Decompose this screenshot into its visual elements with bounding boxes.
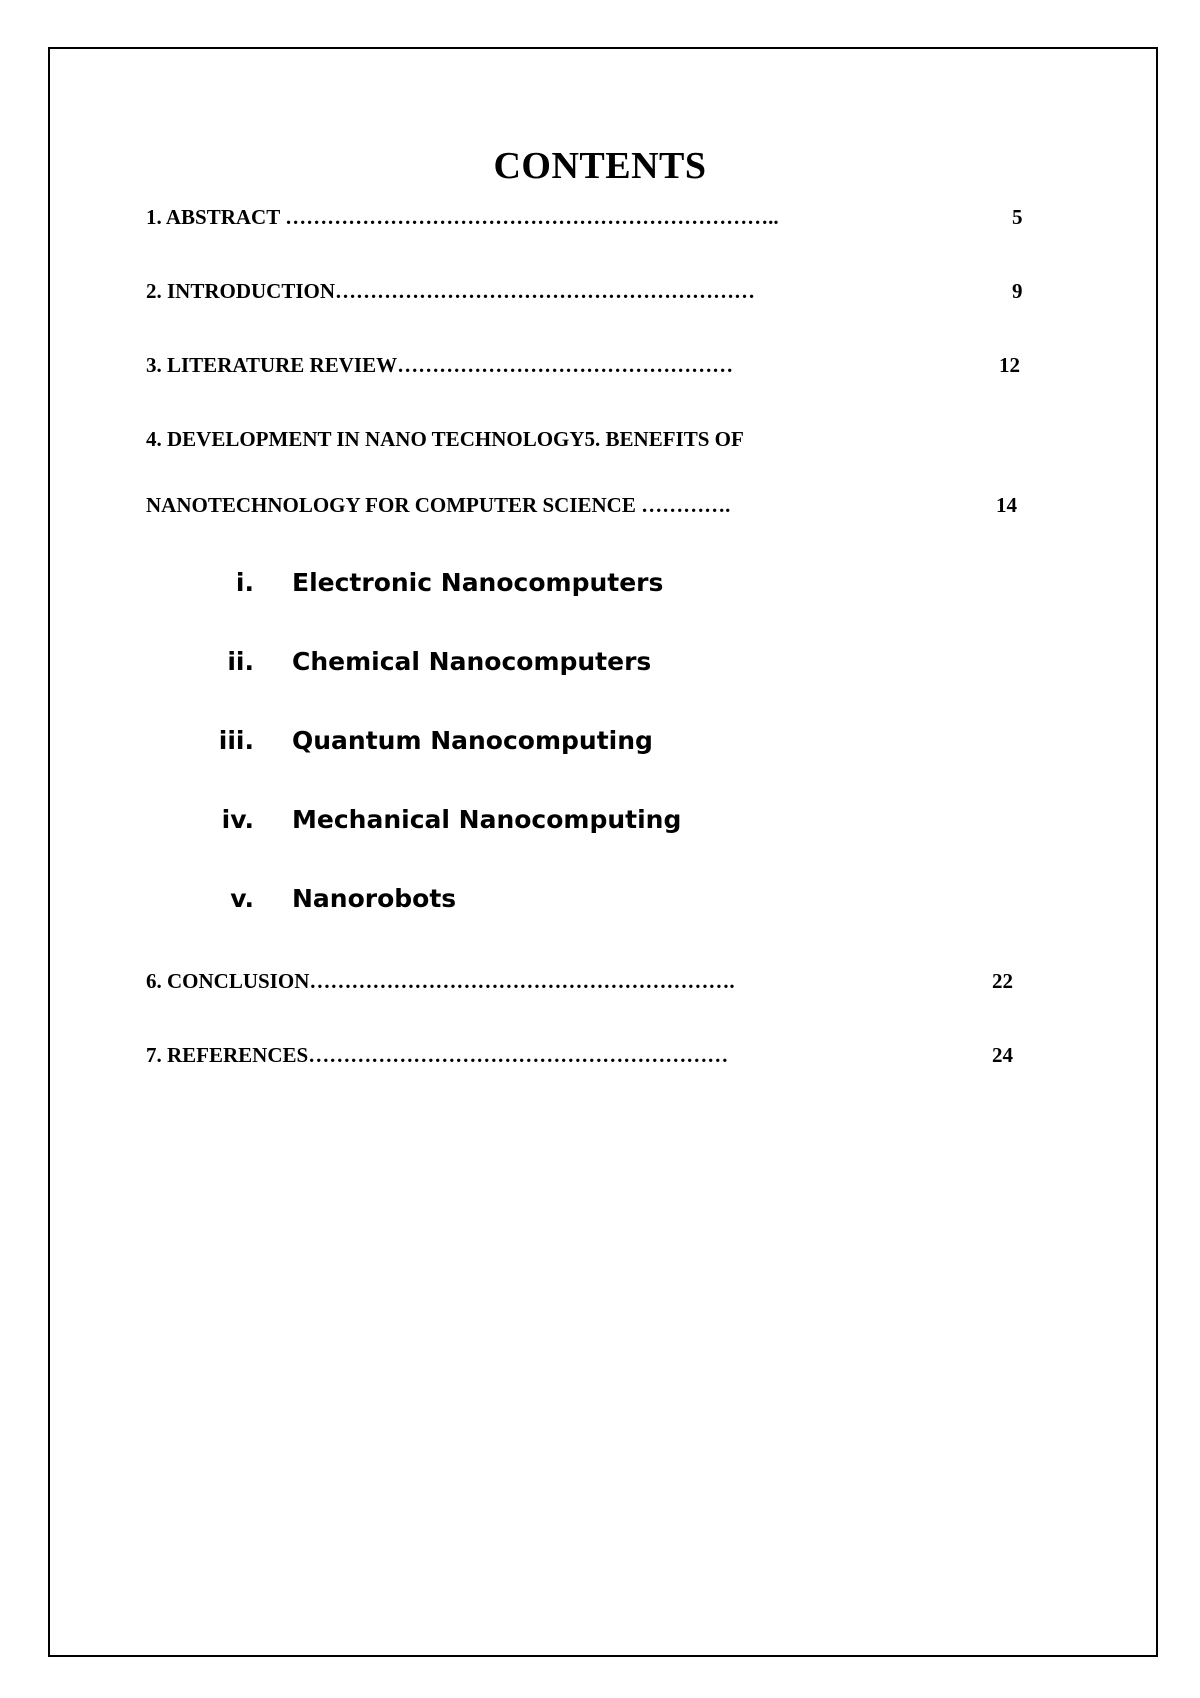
toc-entry-page: 22 [992, 969, 1013, 993]
sub-item-numeral: v. [230, 884, 254, 913]
sub-item-numeral: iii. [218, 726, 254, 755]
sub-item-numeral: ii. [227, 647, 254, 676]
toc-entry-page: 9 [1012, 279, 1023, 303]
sub-item-numeral: i. [235, 568, 254, 597]
sub-item-label: Chemical Nanocomputers [292, 647, 652, 676]
sub-item-label: Nanorobots [292, 884, 457, 913]
toc-entry-text: 2. INTRODUCTION…………………………………………………… [146, 279, 756, 303]
sub-item-label: Mechanical Nanocomputing [292, 805, 682, 834]
toc-entry-page: 5 [1012, 205, 1023, 229]
toc-entry-page: 24 [992, 1043, 1013, 1067]
toc-entry-text: 7. REFERENCES…………………………………………………… [146, 1043, 729, 1067]
toc-entry-text: 3. LITERATURE REVIEW………………………………………… [146, 353, 734, 377]
toc-entry-text: 1. ABSTRACT …………………………………………………………….. [146, 205, 779, 229]
contents-title: CONTENTS [493, 145, 707, 187]
sub-item-label: Electronic Nanocomputers [292, 568, 664, 597]
sub-item-numeral: iv. [221, 805, 254, 834]
toc-entry-text: 4. DEVELOPMENT IN NANO TECHNOLOGY5. BENEFITS OF [146, 427, 744, 451]
toc-entry-page: 12 [999, 353, 1020, 377]
sub-item-label: Quantum Nanocomputing [292, 726, 653, 755]
toc-entry-text: 6. CONCLUSION……………………………………………………. [146, 969, 735, 993]
toc-entry-text: NANOTECHNOLOGY FOR COMPUTER SCIENCE …………. [146, 493, 731, 517]
toc-entry-page: 14 [996, 493, 1017, 517]
